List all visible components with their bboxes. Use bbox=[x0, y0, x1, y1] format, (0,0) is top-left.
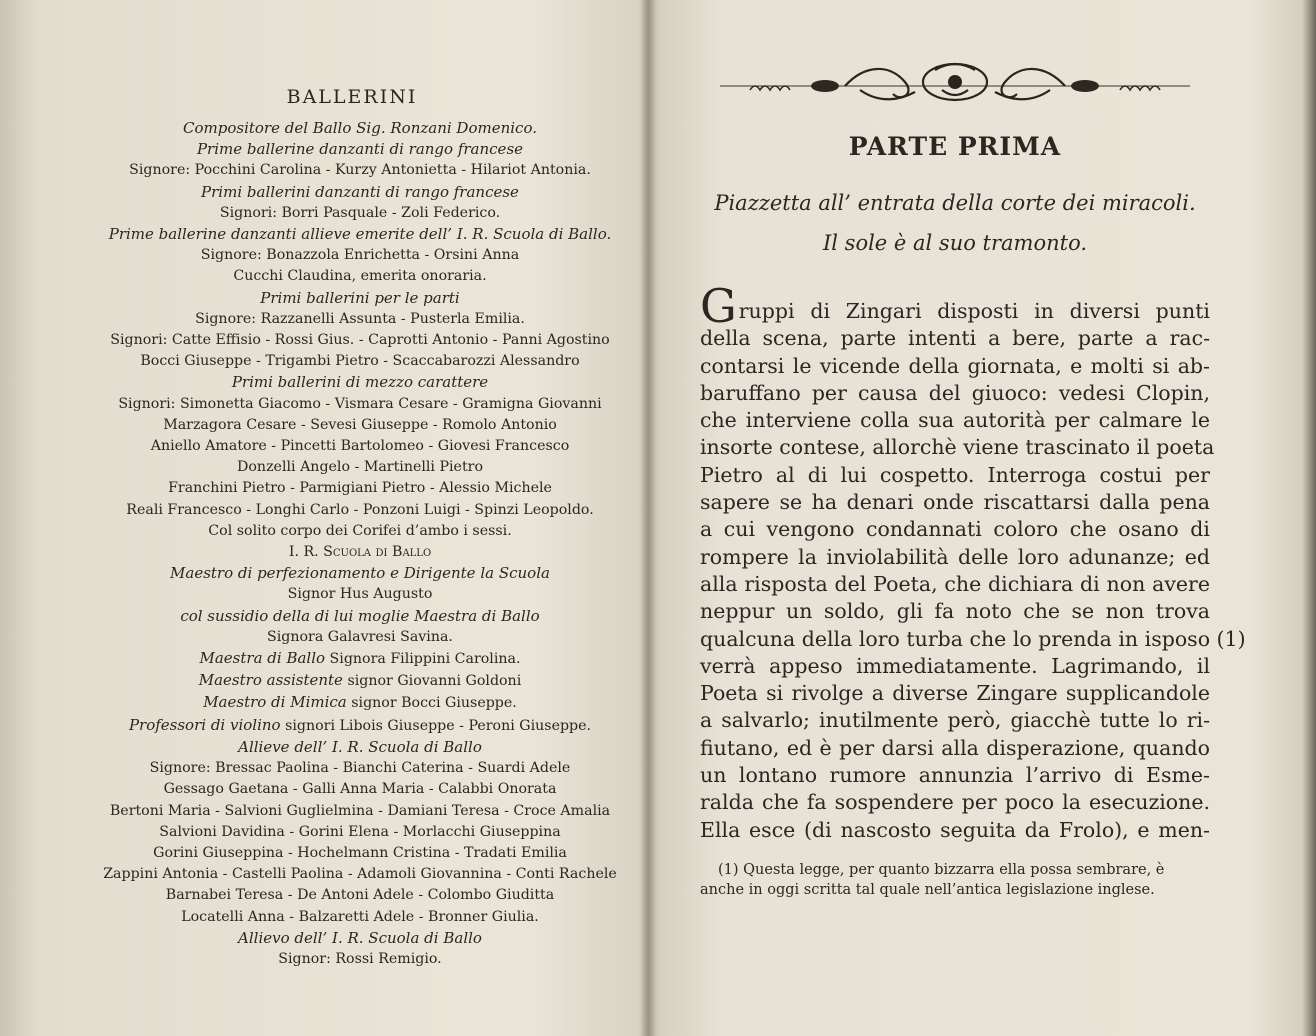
cast-line: Primi ballerini di mezzo carattere bbox=[231, 373, 489, 392]
cast-line: Signor: Rossi Remigio. bbox=[278, 950, 442, 967]
cast-line: Bertoni Maria - Salvioni Guglielmina - Damiani Teresa - Croce Amalia bbox=[109, 802, 611, 819]
text-line: a salvarlo; inutilmente però, giacchè tutte lo ri- bbox=[700, 708, 1210, 733]
text-line: alla risposta del Poeta, che dichiara di non avere bbox=[700, 571, 1210, 596]
text-line-content: ruppi di Zingari disposti in diversi punti bbox=[738, 299, 1210, 323]
drop-cap: G bbox=[700, 279, 737, 333]
cast-line: Salvioni Davidina - Gorini Elena - Morlacchi Giuseppina bbox=[159, 823, 561, 840]
ornament-icon bbox=[720, 60, 1190, 106]
cast-line: Donzelli Angelo - Martinelli Pietro bbox=[237, 459, 483, 476]
text-line: sapere se ha denari onde riscattarsi dalla pena bbox=[700, 490, 1210, 515]
footnote bbox=[700, 860, 1210, 900]
book-gutter bbox=[640, 0, 656, 1036]
scene-time: Il sole è al suo tramonto. bbox=[822, 231, 1088, 255]
cast-line bbox=[95, 715, 625, 737]
text-line: Poeta si rivolge a diverse Zingare supplicandole bbox=[700, 681, 1210, 706]
text-line: neppur un soldo, gli fa noto che se non trova bbox=[700, 599, 1210, 624]
text-line: che interviene colla sua autorità per calmare le bbox=[700, 408, 1210, 433]
text-line: Pietro al di lui cospetto. Interroga costui per bbox=[700, 462, 1210, 487]
cast-line: Bocci Giuseppe - Trigambi Pietro - Scaccabarozzi Alessandro bbox=[140, 353, 580, 370]
page-edge-shadow bbox=[1302, 0, 1316, 1036]
scene-text bbox=[700, 279, 1246, 844]
text-line: Ella esce (di nascosto seguita da Frolo), e men- bbox=[700, 817, 1210, 842]
cast-line: Primi ballerini danzanti di rango francese bbox=[201, 182, 519, 201]
role-label: Maestro assistente bbox=[198, 671, 343, 690]
cast-line: Compositore del Ballo Sig. Ronzani Domenico. bbox=[183, 119, 537, 137]
cast-line: Col solito corpo dei Corifei d’ambo i sessi. bbox=[208, 522, 512, 539]
cast-line: Gorini Giuseppina - Hochelmann Cristina - Tradati Emilia bbox=[153, 844, 567, 861]
text-line: baruffano per causa del giuoco: vedesi Clopin, bbox=[700, 380, 1210, 405]
cast-line: Signore: Razzanelli Assunta - Pusterla Emilia. bbox=[195, 310, 525, 327]
cast-line: Signori: Catte Effisio - Rossi Gius. - Caprotti Antonio - Panni Agostino bbox=[110, 332, 610, 349]
right-page bbox=[700, 60, 1246, 900]
cast-line: Reali Francesco - Longhi Carlo - Ponzoni Luigi - Spinzi Leopoldo. bbox=[126, 501, 594, 518]
left-page bbox=[95, 86, 625, 970]
cast-line: Signore: Bressac Paolina - Bianchi Caterina - Suardi Adele bbox=[149, 760, 571, 777]
performer-name: Signora Filippini Carolina. bbox=[325, 651, 521, 668]
text-line: qualcuna della loro turba che lo prenda in isposo (1) bbox=[700, 626, 1246, 651]
cast-line: Zappini Antonia - Castelli Paolina - Adamoli Giovannina - Conti Rachele bbox=[103, 866, 617, 883]
performer-name: signori Libois Giuseppe - Peroni Giuseppe. bbox=[280, 717, 592, 734]
cast-line: Cucchi Claudina, emerita onoraria. bbox=[233, 268, 487, 285]
cast-line: Primi ballerini per le parti bbox=[260, 288, 460, 307]
cast-line: Prime ballerine danzanti di rango francese bbox=[196, 140, 524, 159]
cast-line: Signore: Pocchini Carolina - Kurzy Antonietta - Hilariot Antonia. bbox=[129, 162, 591, 179]
cast-line: Gessago Gaetana - Galli Anna Maria - Calabbi Onorata bbox=[163, 781, 557, 798]
text-line: ralda che fa sospendere per poco la esecuzione. bbox=[700, 790, 1210, 815]
cast-line: Signori: Simonetta Giacomo - Vismara Cesare - Gramigna Giovanni bbox=[118, 395, 602, 412]
cast-list bbox=[95, 118, 625, 970]
section-title: PARTE PRIMA bbox=[848, 132, 1062, 161]
cast-line: Signora Galavresi Savina. bbox=[267, 628, 453, 645]
cast-line bbox=[95, 670, 625, 692]
text-line: a cui vengono condannati coloro che osano di bbox=[700, 517, 1210, 542]
cast-line: Signor Hus Augusto bbox=[287, 586, 433, 603]
text-line: verrà appeso immediatamente. Lagrimando, il bbox=[700, 653, 1210, 678]
footnote-line: (1) Questa legge, per quanto bizzarra ella possa sembrare, è bbox=[718, 861, 1165, 878]
cast-line: col sussidio della di lui moglie Maestra di Ballo bbox=[180, 606, 540, 625]
cast-line: Allieve dell’ I. R. Scuola di Ballo bbox=[238, 737, 482, 756]
performer-name: signor Bocci Giuseppe. bbox=[346, 695, 517, 712]
cast-line: Franchini Pietro - Parmigiani Pietro - Alessio Michele bbox=[168, 480, 552, 497]
text-line: insorte contese, allorchè viene trascinato il poeta bbox=[700, 435, 1215, 460]
text-line bbox=[700, 279, 1210, 333]
cast-line bbox=[95, 692, 625, 714]
footnote-line: anche in oggi scritta tal quale nell’antica legislazione inglese. bbox=[700, 881, 1155, 898]
cast-line: Maestro di perfezionamento e Dirigente la Scuola bbox=[170, 564, 550, 583]
role-label: Professori di violino bbox=[128, 715, 281, 734]
role-label: Maestra di Ballo bbox=[199, 649, 326, 668]
cast-line: Locatelli Anna - Balzaretti Adele - Bronner Giulia. bbox=[181, 908, 539, 925]
left-page-heading: BALLERINI bbox=[286, 86, 418, 108]
cast-line: Signori: Borri Pasquale - Zoli Federico. bbox=[219, 204, 501, 221]
text-line: un lontano rumore annunzia l’arrivo di Esme- bbox=[700, 763, 1210, 788]
cast-line: Prime ballerine danzanti allieve emerite dell’ I. R. Scuola di Ballo. bbox=[108, 225, 612, 244]
text-line: contarsi le vicende della giornata, e molti si ab- bbox=[700, 353, 1210, 378]
performer-name: signor Giovanni Goldoni bbox=[342, 673, 522, 690]
text-line: rompere la inviolabilità delle loro adunanze; ed bbox=[700, 544, 1210, 569]
text-line: della scena, parte intenti a bere, parte a rac- bbox=[700, 326, 1210, 351]
cast-line: Marzagora Cesare - Sevesi Giuseppe - Romolo Antonio bbox=[163, 416, 557, 433]
text-line: fiutano, ed è per darsi alla disperazione, quando bbox=[700, 735, 1210, 760]
cast-line: I. R. Scuola di Ballo bbox=[288, 544, 432, 561]
cast-line bbox=[95, 648, 625, 670]
cast-line: Barnabei Teresa - De Antoni Adele - Colombo Giuditta bbox=[165, 887, 555, 904]
cast-line: Signore: Bonazzola Enrichetta - Orsini Anna bbox=[200, 247, 520, 264]
cast-line: Aniello Amatore - Pincetti Bartolomeo - Giovesi Francesco bbox=[150, 438, 570, 455]
role-label: Maestro di Mimica bbox=[203, 693, 347, 712]
cast-line: Allievo dell’ I. R. Scuola di Ballo bbox=[238, 928, 482, 947]
scene-description: Piazzetta all’ entrata della corte dei miracoli. bbox=[714, 191, 1196, 215]
